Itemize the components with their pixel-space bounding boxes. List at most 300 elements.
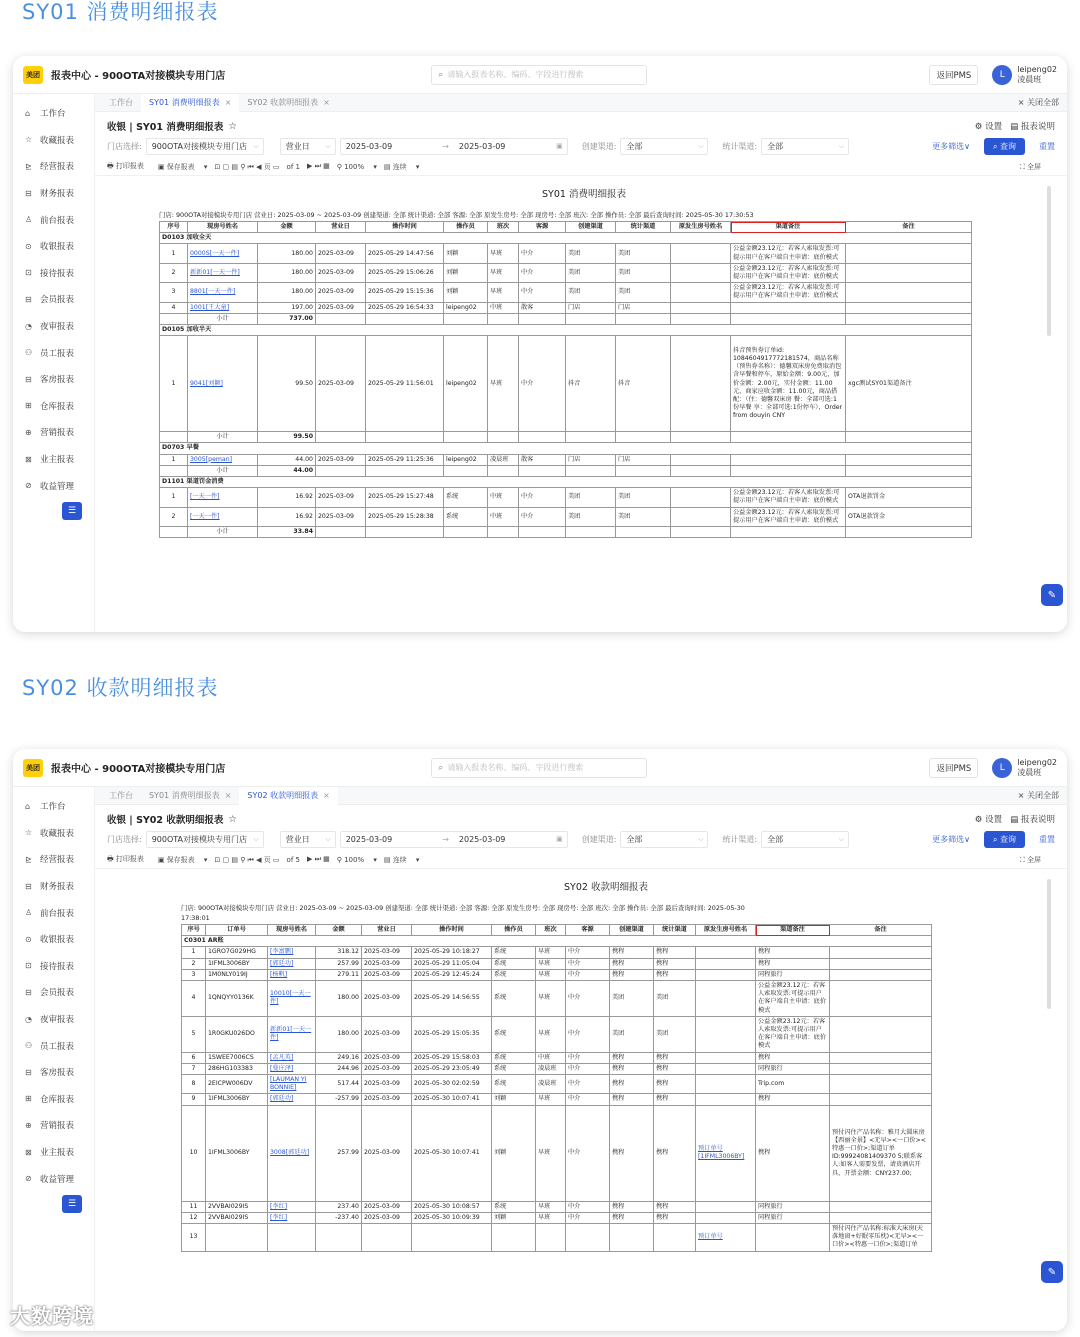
edit-doc-icon[interactable]: ✎ — [1041, 1261, 1063, 1283]
table-cell: 2025-05-29 14:47:56 — [366, 244, 444, 263]
user-info[interactable] — [1017, 65, 1057, 85]
close-all-button[interactable]: × 关闭全部 — [1017, 98, 1059, 107]
more-filters-button[interactable]: 更多筛选∨ — [932, 141, 970, 151]
col-header[interactable]: 客源 — [566, 925, 610, 936]
tab-sy02-label: SY02 收款明细报表 — [247, 98, 319, 107]
sidebar-item-icon: ⊡ — [25, 961, 32, 971]
return-pms-button[interactable]: 返回PMS — [929, 758, 978, 778]
gear-icon[interactable]: ⚙ — [974, 815, 983, 825]
table-cell: 180.00 — [316, 1016, 362, 1052]
sidebar-item[interactable] — [13, 100, 94, 127]
sidebar-item-icon: ⊠ — [25, 454, 32, 464]
table-cell: 系统 — [444, 488, 488, 507]
tab-home[interactable]: 工作台 — [109, 791, 133, 800]
table-cell[interactable]: 8801[一天一件] — [188, 283, 258, 302]
sidebar-item[interactable] — [13, 899, 94, 926]
user-info[interactable] — [1017, 758, 1057, 778]
table-cell — [610, 1224, 654, 1252]
table-cell[interactable]: 0000S[一天一件] — [188, 244, 258, 263]
table-cell — [519, 465, 566, 476]
col-header[interactable]: 操作员 — [444, 222, 488, 233]
table-cell[interactable]: [曼庄泽] — [268, 1063, 316, 1074]
close-all-button[interactable]: × 关闭全部 — [1017, 791, 1059, 800]
table-cell — [566, 465, 616, 476]
table-row — [182, 1063, 932, 1074]
table-cell: 197.00 — [258, 302, 316, 313]
subtotal-label: 小计 — [188, 432, 258, 443]
close-icon[interactable]: × — [224, 98, 232, 107]
table-cell: 散客 — [519, 302, 566, 313]
reset-button[interactable]: 重置 — [1039, 141, 1055, 151]
query-button[interactable]: ⌕ 查询 — [984, 831, 1025, 848]
table-cell — [731, 302, 846, 313]
table-cell: 刘颖 — [444, 283, 488, 302]
sidebar-item[interactable] — [13, 926, 94, 953]
table-cell: 公益金额23.12元：若客人索取发票:可提示用户在客户端自主申请：底价模式 — [756, 981, 830, 1017]
chevron-down-icon: ⌵ — [698, 834, 704, 843]
sidebar-toggle-icon[interactable]: ☰ — [62, 502, 82, 520]
layout-select[interactable]: ▤ 连续 ▾ — [383, 855, 420, 864]
date-to: 2025-03-09 — [458, 141, 506, 151]
table-cell: 美团 — [616, 507, 671, 526]
store-select[interactable] — [146, 831, 264, 848]
table-cell: 早班 — [536, 981, 566, 1017]
table-cell: 318.12 — [316, 947, 362, 958]
tab-sy02[interactable] — [239, 787, 337, 805]
toolbar-icons[interactable]: ⊡ ▢ ▤ ⚲ ⏮ ◀ 页 ▭ — [214, 855, 280, 864]
table-cell[interactable]: 新新01[一天一件] — [188, 263, 258, 282]
table-cell[interactable]: [一天一件] — [188, 507, 258, 526]
table-cell: 1 — [160, 336, 188, 432]
sidebar-item[interactable] — [13, 127, 94, 154]
table-row — [160, 302, 972, 313]
table-cell: 2025-05-29 11:25:36 — [366, 454, 444, 465]
store-value: 900OTA对接模块专用门店 — [151, 141, 248, 151]
table-cell: 2025-05-29 23:05:49 — [412, 1063, 492, 1074]
close-icon[interactable]: × — [224, 791, 232, 800]
close-icon[interactable]: × — [323, 98, 330, 107]
table-cell: 5 — [182, 1016, 206, 1052]
report-title: SY01 消费明细报表 — [542, 189, 626, 200]
search-input[interactable] — [431, 65, 647, 85]
sidebar-item-icon: ⊘ — [25, 481, 32, 491]
sidebar-item[interactable] — [13, 339, 94, 366]
sidebar-item[interactable] — [13, 393, 94, 420]
sidebar-item[interactable] — [13, 979, 94, 1006]
sidebar-item[interactable] — [13, 1139, 94, 1166]
table-cell: 系统 — [492, 1075, 536, 1094]
table-cell — [830, 958, 932, 969]
table-cell: 1IFML3006BY — [206, 1105, 268, 1201]
table-cell — [671, 283, 731, 302]
sidebar-list — [13, 100, 94, 499]
sidebar-item-icon: ♙ — [25, 908, 33, 918]
report-help-link[interactable]: 报表说明 — [1020, 815, 1055, 825]
table-cell: 1IFML3006BY — [206, 958, 268, 969]
col-header[interactable]: 统计渠道 — [616, 222, 671, 233]
toolbar-icons[interactable]: ⊡ ▢ ▤ ⚲ ⏮ ◀ 页 ▭ — [214, 162, 280, 171]
table-cell: 2025-05-30 10:07:41 — [412, 1094, 492, 1105]
table-cell: 中介 — [519, 488, 566, 507]
report-body — [182, 936, 932, 1251]
avatar[interactable]: L — [992, 65, 1012, 85]
return-pms-button[interactable]: 返回PMS — [929, 65, 978, 85]
sidebar-item-label: 营销报表 — [40, 428, 75, 439]
table-cell — [846, 283, 972, 302]
sidebar-item[interactable] — [13, 1059, 94, 1086]
col-header[interactable]: 客源 — [519, 222, 566, 233]
table-cell[interactable]: 3005[peman] — [188, 454, 258, 465]
table-header-row — [160, 222, 972, 233]
table-cell: 1QNQYY0136K — [206, 981, 268, 1017]
col-header[interactable]: 操作员 — [492, 925, 536, 936]
zoom-select[interactable]: ⚲ 100% ▾ — [336, 855, 377, 864]
table-cell: 美团 — [566, 263, 616, 282]
table-cell: 12 — [182, 1212, 206, 1223]
layout-select[interactable]: ▤ 连续 ▾ — [383, 162, 420, 171]
table-cell: 美团 — [654, 1016, 696, 1052]
col-header[interactable]: 班次 — [536, 925, 566, 936]
fullscreen-button[interactable]: ⛶ 全屏 — [1019, 855, 1041, 864]
table-cell[interactable]: [杨帆] — [268, 969, 316, 980]
subtotal-amount: 33.84 — [258, 527, 316, 538]
table-cell: 2VVBAI029IS — [206, 1201, 268, 1212]
table-cell — [671, 507, 731, 526]
table-cell[interactable]: [一天一件] — [188, 488, 258, 507]
sidebar-item[interactable] — [13, 953, 94, 980]
table-cell: 2025-05-29 11:56:01 — [366, 336, 444, 432]
sidebar-item-icon: ⊘ — [25, 1174, 32, 1184]
table-cell[interactable]: [LAUMAN YI BONNIE] — [268, 1075, 316, 1094]
sidebar-item-label: 财务报表 — [40, 189, 75, 200]
table-cell: 2025-05-29 15:06:26 — [366, 263, 444, 282]
group-label: D0703 早餐 — [160, 443, 972, 454]
table-cell[interactable]: 10010[一天一件] — [268, 981, 316, 1017]
sidebar-item-label: 经营报表 — [40, 855, 75, 866]
main-area — [95, 787, 1067, 1331]
table-cell: 249.16 — [316, 1052, 362, 1063]
sidebar-item-label: 前台报表 — [40, 908, 75, 919]
table-cell: 1IFML3006BY — [206, 1094, 268, 1105]
col-header[interactable]: 备注 — [846, 222, 972, 233]
table-cell[interactable]: 9041[刘颖] — [188, 336, 258, 432]
save-button[interactable]: ▣ 保存报表 ▾ — [157, 855, 208, 864]
table-cell — [830, 1201, 932, 1212]
top-bar — [13, 749, 1067, 787]
col-header[interactable]: 创建渠道 — [566, 222, 616, 233]
table-cell[interactable]: 新新01[一天一件] — [268, 1016, 316, 1052]
table-cell — [671, 336, 731, 432]
sidebar-item[interactable] — [13, 419, 94, 446]
table-cell[interactable]: 预订单号[1IFML3006BY] — [696, 1105, 756, 1201]
print-label: 打印报表 — [115, 161, 144, 170]
reset-button[interactable]: 重置 — [1039, 834, 1055, 844]
create-channel-select[interactable] — [620, 138, 708, 155]
col-header-channel-remark-highlighted[interactable]: 渠道备注 — [756, 925, 830, 936]
date-range-picker[interactable]: 2025-03-09 → 2025-03-09 ▣ — [340, 831, 568, 848]
table-cell — [412, 1224, 492, 1252]
sidebar-item-label: 接待报表 — [40, 961, 75, 972]
table-cell: 携程 — [756, 1094, 830, 1105]
table-cell: 门店 — [616, 302, 671, 313]
sidebar-item-label: 客房报表 — [40, 1068, 75, 1079]
store-value: 900OTA对接模块专用门店 — [151, 834, 248, 844]
table-cell: 早班 — [488, 336, 519, 432]
table-cell[interactable]: 预订单号 — [696, 1224, 756, 1252]
table-cell: 44.00 — [258, 454, 316, 465]
table-cell — [846, 263, 972, 282]
sidebar-item[interactable] — [13, 873, 94, 900]
col-header[interactable]: 金额 — [316, 925, 362, 936]
tab-sy01[interactable] — [141, 94, 239, 112]
edit-doc-icon[interactable]: ✎ — [1041, 584, 1063, 606]
date-from: 2025-03-09 — [345, 141, 393, 151]
col-header[interactable]: 备注 — [830, 925, 932, 936]
sidebar-item[interactable] — [13, 286, 94, 313]
table-cell: 门店 — [616, 454, 671, 465]
print-button[interactable]: 🖶 打印报表 — [107, 161, 144, 170]
tab-sy02-label: SY02 收款明细报表 — [247, 791, 319, 800]
col-header[interactable]: 创建渠道 — [610, 925, 654, 936]
table-cell — [830, 1063, 932, 1074]
save-button[interactable]: ▣ 保存报表 ▾ — [157, 162, 208, 171]
table-cell: 携程 — [654, 1105, 696, 1201]
search-placeholder: 请输入报表名称、编码、字段进行搜索 — [447, 70, 584, 79]
sidebar-item[interactable] — [13, 1032, 94, 1059]
page-nav-icons[interactable]: ▶ ⏭ ▦ — [306, 162, 330, 170]
sidebar-item[interactable] — [13, 1165, 94, 1192]
create-channel-select[interactable] — [620, 831, 708, 848]
user-shift: 凌晨班 — [1017, 767, 1042, 777]
header-actions — [975, 813, 1055, 825]
table-cell: 携程 — [654, 1201, 696, 1212]
print-button[interactable]: 🖶 打印报表 — [107, 854, 144, 863]
sidebar-item[interactable] — [13, 1086, 94, 1113]
sidebar-item-icon: ⊡ — [25, 268, 32, 278]
table-cell: 携程 — [610, 969, 654, 980]
table-cell: 系统 — [492, 1016, 536, 1052]
date-type-select[interactable] — [280, 831, 336, 848]
table-cell: 携程 — [610, 1063, 654, 1074]
table-cell: 2025-03-09 — [316, 244, 366, 263]
page-nav-icons[interactable]: ▶ ⏭ ▦ — [306, 855, 330, 863]
sidebar-item-icon: ⚇ — [25, 348, 33, 358]
sidebar-item-icon: ⊟ — [25, 881, 32, 891]
table-cell: 中介 — [519, 244, 566, 263]
table-cell: 抖音 — [616, 336, 671, 432]
col-header[interactable]: 现房号姓名 — [188, 222, 258, 233]
table-cell: 11 — [182, 1201, 206, 1212]
table-cell: 携程 — [654, 1094, 696, 1105]
col-header[interactable]: 班次 — [488, 222, 519, 233]
sidebar-toggle-icon[interactable]: ☰ — [62, 1195, 82, 1213]
col-header[interactable]: 原发生房号姓名 — [671, 222, 731, 233]
table-cell[interactable]: 1001[王大童] — [188, 302, 258, 313]
table-cell[interactable]: [李红] — [268, 1201, 316, 1212]
table-cell — [756, 1224, 830, 1252]
table-cell: 2025-03-09 — [362, 947, 412, 958]
table-cell: leipeng02 — [444, 336, 488, 432]
table-cell[interactable]: [李红] — [268, 1212, 316, 1223]
sidebar-item-icon: ⊟ — [25, 1067, 32, 1077]
tab-sy01[interactable] — [141, 787, 239, 805]
table-cell: 16.92 — [258, 507, 316, 526]
sidebar-item-icon: ⊵ — [25, 161, 32, 171]
sidebar-item[interactable] — [13, 793, 94, 820]
sidebar-item-icon: ⊵ — [25, 854, 32, 864]
meituan-logo: 美团 — [23, 66, 43, 84]
col-header[interactable]: 现房号姓名 — [268, 925, 316, 936]
header-actions — [975, 120, 1055, 132]
store-select[interactable] — [146, 138, 264, 155]
sidebar-item[interactable] — [13, 472, 94, 499]
sidebar-item-label: 业主报表 — [40, 455, 75, 466]
table-cell: 早班 — [536, 1105, 566, 1201]
stat-channel-select[interactable] — [761, 831, 849, 848]
sidebar-item-icon: ☆ — [25, 828, 33, 838]
col-header[interactable]: 统计渠道 — [654, 925, 696, 936]
search-placeholder: 请输入报表名称、编码、字段进行搜索 — [447, 763, 584, 772]
col-header[interactable]: 营业日 — [316, 222, 366, 233]
group-row — [160, 233, 972, 244]
sidebar-item[interactable] — [13, 846, 94, 873]
table-cell — [830, 1016, 932, 1052]
table-cell: 同程旅行 — [756, 1063, 830, 1074]
table-cell: 刘颖 — [492, 1212, 536, 1223]
scrollbar[interactable] — [1047, 879, 1051, 1009]
col-header[interactable]: 序号 — [182, 925, 206, 936]
stat-channel-select[interactable] — [761, 138, 849, 155]
layout-value: 连续 — [392, 855, 407, 864]
close-icon[interactable]: × — [323, 791, 330, 800]
table-cell: 10 — [182, 1105, 206, 1201]
group-row — [160, 443, 972, 454]
gear-icon[interactable]: ⚙ — [974, 122, 983, 132]
table-cell: 2025-03-09 — [316, 263, 366, 282]
table-cell — [366, 432, 444, 443]
table-cell: 中介 — [566, 958, 610, 969]
table-row — [182, 1224, 932, 1252]
table-cell: 2025-05-29 11:05:04 — [412, 958, 492, 969]
sidebar-item[interactable] — [13, 206, 94, 233]
table-cell: 中介 — [519, 263, 566, 282]
create-channel-label: 创建渠道: — [581, 834, 617, 844]
chevron-down-icon: ⌵ — [253, 141, 259, 150]
report-help-link[interactable]: 报表说明 — [1020, 122, 1055, 132]
table-cell[interactable]: [郭廷功] — [268, 958, 316, 969]
col-header-channel-remark-highlighted[interactable]: 渠道备注 — [731, 222, 846, 233]
table-cell[interactable]: 3008[郭廷功] — [268, 1105, 316, 1201]
query-button[interactable]: ⌕ 查询 — [984, 138, 1025, 155]
col-header[interactable]: 金额 — [258, 222, 316, 233]
main-area — [95, 94, 1067, 632]
table-cell — [566, 527, 616, 538]
table-cell: 公益金额23.12元：若客人索取发票:可提示用户在客户端自主申请：底价模式 — [731, 507, 846, 526]
sidebar-item-icon: ⌂ — [25, 108, 31, 118]
filter-bar — [95, 827, 1067, 851]
sidebar-item-label: 收益管理 — [40, 1174, 75, 1185]
search-input[interactable] — [431, 758, 647, 778]
sidebar-item[interactable] — [13, 366, 94, 393]
table-cell: 1 — [182, 947, 206, 958]
table-cell[interactable]: [孟凡英] — [268, 1052, 316, 1063]
star-icon[interactable]: ☆ — [228, 813, 237, 825]
table-cell — [731, 527, 846, 538]
table-cell: OTA退款罚金 — [846, 488, 972, 507]
star-icon[interactable]: ☆ — [228, 120, 237, 132]
settings-link[interactable]: 设置 — [985, 815, 1003, 825]
tab-sy02[interactable] — [239, 94, 337, 112]
table-cell — [671, 313, 731, 324]
date-type-select[interactable] — [280, 138, 336, 155]
tab-home[interactable]: 工作台 — [109, 98, 133, 107]
table-cell: 6 — [182, 1052, 206, 1063]
table-row — [182, 1201, 932, 1212]
zoom-select[interactable]: ⚲ 100% ▾ — [336, 162, 377, 171]
table-cell — [268, 1224, 316, 1252]
sidebar-item[interactable] — [13, 313, 94, 340]
table-cell: 2025-03-09 — [316, 507, 366, 526]
table-cell: 2025-03-09 — [362, 1094, 412, 1105]
sidebar-item[interactable] — [13, 180, 94, 207]
avatar[interactable]: L — [992, 758, 1012, 778]
sidebar-item-label: 收藏报表 — [40, 135, 75, 146]
table-cell — [830, 1094, 932, 1105]
sidebar-item[interactable] — [13, 1006, 94, 1033]
sidebar-item[interactable] — [13, 1112, 94, 1139]
scrollbar[interactable] — [1047, 186, 1051, 336]
col-header[interactable]: 操作时间 — [366, 222, 444, 233]
table-cell — [696, 947, 756, 958]
table-row — [182, 1016, 932, 1052]
sidebar-item-icon: ♙ — [25, 215, 33, 225]
fullscreen-button[interactable]: ⛶ 全屏 — [1019, 162, 1041, 171]
table-cell: 美团 — [566, 507, 616, 526]
col-header[interactable]: 操作时间 — [412, 925, 492, 936]
col-header[interactable]: 原发生房号姓名 — [696, 925, 756, 936]
table-cell: 1 — [160, 244, 188, 263]
sidebar-item[interactable] — [13, 260, 94, 287]
chevron-down-icon: ⌵ — [325, 141, 331, 150]
col-header[interactable]: 订单号 — [206, 925, 268, 936]
more-filters-button[interactable]: 更多筛选∨ — [932, 834, 970, 844]
settings-link[interactable]: 设置 — [985, 122, 1003, 132]
sidebar-item[interactable] — [13, 153, 94, 180]
zoom-value: 100% — [344, 855, 365, 864]
sidebar-item[interactable] — [13, 446, 94, 473]
table-cell[interactable]: [郭廷功] — [268, 1094, 316, 1105]
sidebar-item-label: 收银报表 — [40, 935, 75, 946]
date-range-picker[interactable]: 2025-03-09 → 2025-03-09 ▣ — [340, 138, 568, 155]
sidebar-item[interactable] — [13, 233, 94, 260]
table-cell[interactable]: [李富鹏] — [268, 947, 316, 958]
chevron-down-icon: ⌵ — [253, 834, 259, 843]
table-cell: 中班 — [488, 507, 519, 526]
table-cell: 公益金额23.12元：若客人索取发票:可提示用户在客户端自主申请：底价模式 — [731, 488, 846, 507]
col-header[interactable]: 序号 — [160, 222, 188, 233]
search-icon: ⌕ — [438, 762, 444, 773]
sidebar-item[interactable] — [13, 820, 94, 847]
col-header[interactable]: 营业日 — [362, 925, 412, 936]
report-toolbar — [95, 851, 1067, 869]
sidebar-list — [13, 793, 94, 1192]
table-cell: 2025-03-09 — [362, 1201, 412, 1212]
table-cell: 携程 — [610, 947, 654, 958]
table-cell: 180.00 — [258, 283, 316, 302]
table-cell: 180.00 — [258, 263, 316, 282]
table-cell — [616, 313, 671, 324]
table-cell: 早班 — [536, 1016, 566, 1052]
